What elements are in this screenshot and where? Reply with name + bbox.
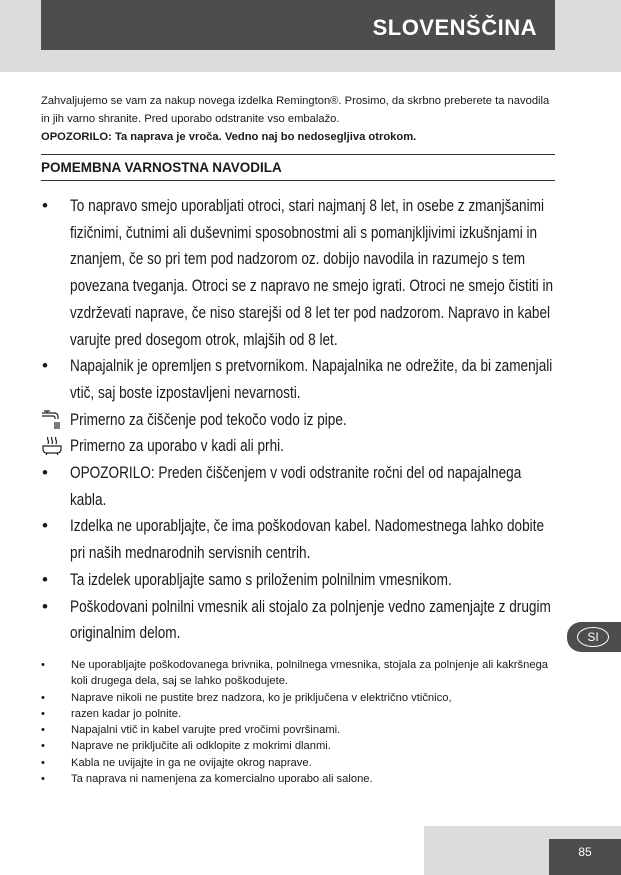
warning-item: [41, 771, 557, 787]
warning-text: Naprave nikoli ne pustite brez nadzora, ko je priključena v električno vtičnico,: [71, 691, 452, 704]
safety-instructions: [41, 193, 561, 647]
instruction-text: To napravo smejo uporabljati otroci, stari najmanj 8 let, in osebe z zmanjšanimi fizičnimi, čutnimi ali duševnimi sposobnostmi ali s pomanjkljivimi izkušnjami in znanjem, če so pri tem pod nadzorom oz. dobijo navodila in razumejo s tem povezana tveganja. Otroci se z napravo ne smejo igrati. Otroci ne smejo čistiti in vzdrževati naprave, če niso starejši od 8 let ter pod nadzorom. Napravo in kabel varujte pred dosegom otrok, mlajših od 8 let.: [70, 196, 554, 349]
bullet-marker: •: [42, 569, 48, 589]
bullet-marker: •: [41, 740, 45, 753]
instruction-text: Primerno za uporabo v kadi ali prhi.: [70, 436, 284, 456]
warning-item: [41, 722, 557, 738]
section-title: POMEMBNA VARNOSTNA NAVODILA: [41, 154, 555, 181]
bullet-marker: •: [42, 196, 48, 215]
instruction-text: OPOZORILO: Preden čiščenjem v vodi odstranite ročni del od napajalnega kabla.: [70, 463, 522, 509]
bullet-marker: •: [42, 356, 48, 376]
instruction-item: [41, 433, 561, 460]
language-title: SLOVENŠČINA: [41, 0, 555, 50]
instruction-text: Izdelka ne uporabljajte, če ima poškodovan kabel. Nadomestnega lahko dobite pri naših mednarodnih servisnih centrih.: [70, 516, 545, 563]
language-tab: [567, 622, 621, 652]
bullet-marker: •: [41, 707, 45, 720]
bullet-marker: •: [41, 756, 45, 769]
instruction-item: [41, 594, 561, 647]
bullet-marker: •: [41, 773, 45, 786]
bullet-marker: •: [41, 691, 45, 704]
instruction-text: Poškodovani polnilni vmesnik ali stojalo za polnjenje vedno zamenjajte z drugim originalnim delom.: [70, 596, 551, 643]
instruction-item: [41, 567, 561, 594]
warning-item: [41, 755, 557, 771]
bullet-marker: •: [42, 516, 48, 536]
warning-text: Ta naprava ni namenjena za komercialno uporabo ali salone.: [71, 773, 373, 786]
warning-item: [41, 690, 557, 706]
warning-item: [41, 657, 557, 690]
warning-text: razen kadar jo polnite.: [71, 707, 182, 720]
page-number: 85: [549, 839, 621, 875]
bath-icon: [41, 433, 65, 460]
intro-paragraph: [41, 92, 557, 146]
language-code: SI: [577, 627, 609, 647]
bullet-marker: •: [42, 596, 48, 616]
bullet-marker: •: [42, 463, 48, 483]
hot-warning: OPOZORILO: Ta naprava je vroča. Vedno naj bo nedosegljiva otrokom.: [41, 131, 417, 143]
intro-text: Zahvaljujemo se vam za nakup novega izdelka Remington®. Prosimo, da skrbno preberete ta navodila in jih varno shranite. Pred uporabo odstranite vso embalažo.: [41, 95, 550, 125]
warning-item: [41, 738, 557, 754]
instruction-item: [41, 407, 561, 434]
instruction-text: Ta izdelek uporabljajte samo s priloženim polnilnim vmesnikom.: [70, 569, 452, 589]
warning-text: Kabla ne uvijajte in ga ne ovijajte okrog naprave.: [71, 756, 312, 769]
instruction-item: [41, 460, 561, 513]
warning-text: Naprave ne priključite ali odklopite z mokrimi dlanmi.: [71, 740, 331, 753]
additional-warnings: [41, 657, 557, 787]
instruction-item: [41, 353, 561, 406]
bullet-marker: •: [41, 659, 45, 671]
warning-item: [41, 706, 557, 722]
instruction-item: [41, 193, 561, 353]
tap-icon: [41, 407, 65, 434]
instruction-item: [41, 513, 561, 566]
bullet-marker: •: [41, 724, 45, 737]
warning-text: Napajalni vtič in kabel varujte pred vročimi površinami.: [71, 724, 341, 737]
warning-text: Ne uporabljajte poškodovanega brivnika, polnilnega vmesnika, stojala za polnjenje ali kakršnega koli drugega dela, saj se lahko poškodujete.: [71, 659, 549, 688]
instruction-text: Napajalnik je opremljen s pretvornikom. Napajalnika ne odrežite, da bi zamenjali vtič, saj boste izpostavljeni nevarnosti.: [70, 356, 553, 402]
instruction-text: Primerno za čiščenje pod tekočo vodo iz pipe.: [70, 409, 347, 429]
